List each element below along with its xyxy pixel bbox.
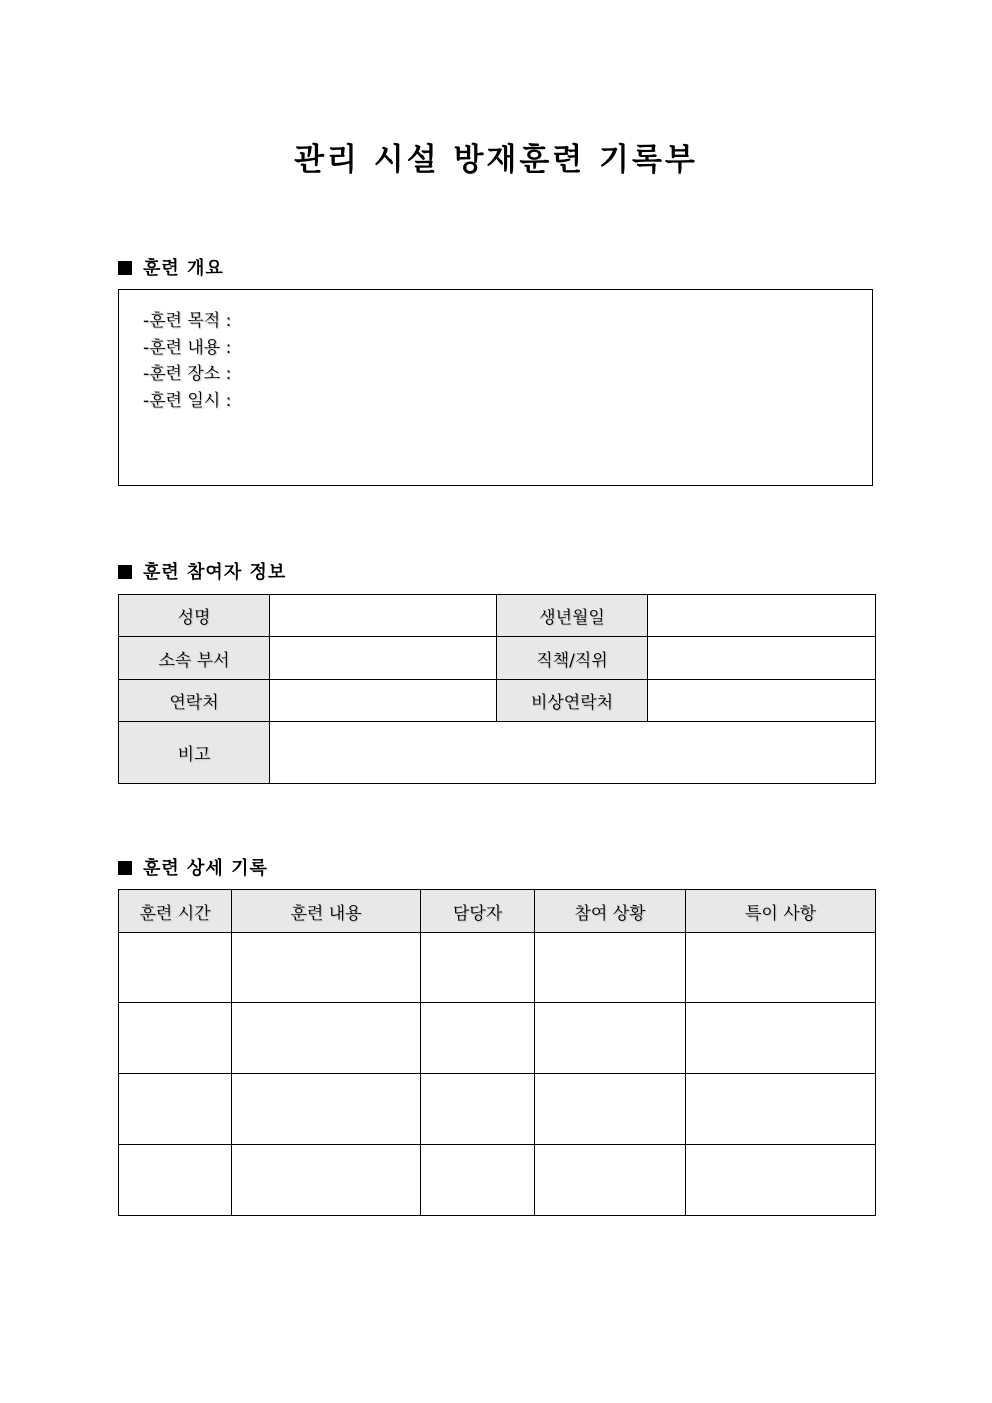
col-participation: 참여 상황: [535, 890, 686, 933]
field-contact[interactable]: [270, 680, 497, 722]
cell-content[interactable]: [232, 1074, 421, 1145]
cell-remarks[interactable]: [686, 933, 876, 1003]
square-bullet-icon: [118, 261, 132, 275]
field-name[interactable]: [270, 595, 497, 637]
label-birth: 생년월일: [497, 595, 648, 637]
cell-time[interactable]: [119, 1003, 232, 1074]
section-title: 훈련 참여자 정보: [143, 562, 287, 583]
cell-participation[interactable]: [535, 933, 686, 1003]
cell-manager[interactable]: [421, 1074, 535, 1145]
cell-content[interactable]: [232, 1145, 421, 1216]
participant-info-table: [118, 594, 876, 784]
cell-content[interactable]: [232, 933, 421, 1003]
label-name: 성명: [119, 595, 270, 637]
cell-time[interactable]: [119, 1145, 232, 1216]
cell-participation[interactable]: [535, 1074, 686, 1145]
section-heading-participants: [118, 558, 286, 584]
overview-location: -훈련 장소 :: [143, 364, 232, 384]
cell-manager[interactable]: [421, 1145, 535, 1216]
cell-remarks[interactable]: [686, 1145, 876, 1216]
cell-remarks[interactable]: [686, 1074, 876, 1145]
field-note[interactable]: [270, 722, 876, 784]
col-manager: 담당자: [421, 890, 535, 933]
table-row: [119, 1145, 876, 1216]
overview-purpose: -훈련 목적 :: [143, 311, 232, 331]
label-contact: 연락처: [119, 680, 270, 722]
field-position[interactable]: [648, 637, 876, 680]
table-row: [119, 1003, 876, 1074]
cell-manager[interactable]: [421, 1003, 535, 1074]
cell-participation[interactable]: [535, 1003, 686, 1074]
label-emergency: 비상연락처: [497, 680, 648, 722]
overview-content: -훈련 내용 :: [143, 337, 232, 358]
label-position: 직책/직위: [497, 637, 648, 680]
square-bullet-icon: [118, 861, 132, 875]
col-remarks: 특이 사항: [686, 890, 876, 933]
table-row: [119, 933, 876, 1003]
field-emergency[interactable]: [648, 680, 876, 722]
cell-time[interactable]: [119, 933, 232, 1003]
table-row: [119, 1074, 876, 1145]
field-dept[interactable]: [270, 637, 497, 680]
overview-datetime: -훈련 일시 :: [143, 390, 232, 411]
cell-participation[interactable]: [535, 1145, 686, 1216]
col-content: 훈련 내용: [232, 890, 421, 933]
col-time: 훈련 시간: [119, 890, 232, 933]
overview-box[interactable]: [118, 289, 873, 486]
section-title: 훈련 상세 기록: [143, 858, 268, 879]
cell-content[interactable]: [232, 1003, 421, 1074]
detail-record-table: [118, 889, 876, 1216]
field-birth[interactable]: [648, 595, 876, 637]
section-heading-overview: [118, 254, 224, 280]
square-bullet-icon: [118, 565, 132, 579]
label-note: 비고: [119, 722, 270, 784]
cell-time[interactable]: [119, 1074, 232, 1145]
section-heading-detail: [118, 854, 268, 880]
cell-manager[interactable]: [421, 933, 535, 1003]
cell-remarks[interactable]: [686, 1003, 876, 1074]
page-title: 관리 시설 방재훈련 기록부: [294, 142, 698, 178]
label-dept: 소속 부서: [119, 637, 270, 680]
section-title: 훈련 개요: [143, 258, 224, 279]
